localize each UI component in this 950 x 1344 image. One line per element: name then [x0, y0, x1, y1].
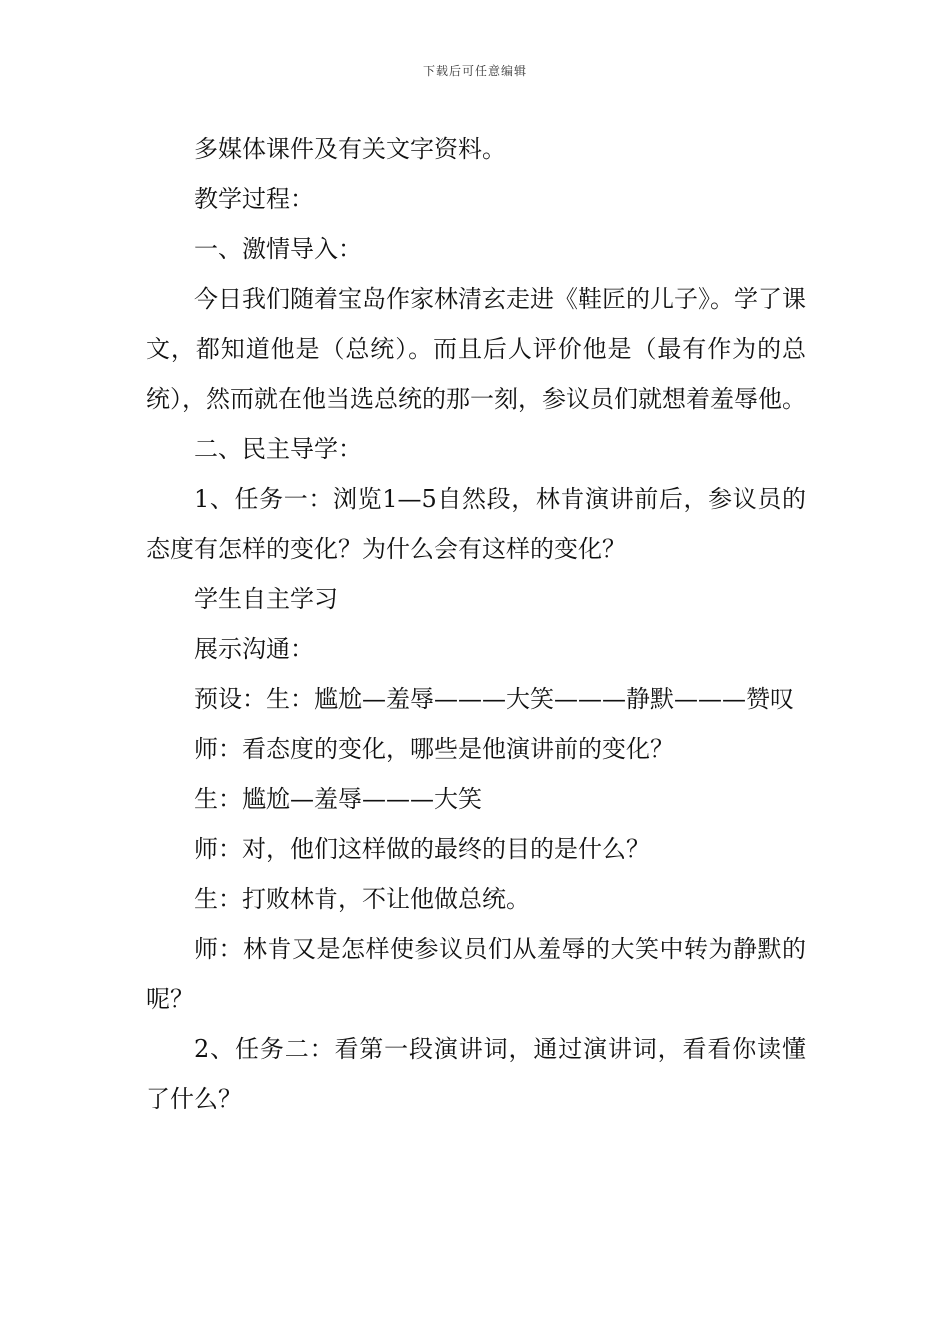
dialogue-teacher-1: 师：看态度的变化，哪些是他演讲前的变化？ [194, 735, 674, 763]
dialogue-student-1: 生：尴尬—羞辱———大笑 [194, 785, 482, 813]
paragraph-task-one: 1、任务一：浏览1—5自然段，林肯演讲前后，参议员的态度有怎样的变化？为什么会有这样的变化？ [146, 485, 806, 563]
paragraph-self-study: 学生自主学习 [194, 585, 338, 613]
dialogue-student-2: 生：打败林肯，不让他做总统。 [194, 885, 530, 913]
dialogue-teacher-2: 师：对，他们这样做的最终的目的是什么？ [194, 835, 650, 863]
page-header-note: 下载后可任意编辑 [422, 64, 527, 78]
paragraph-task-two: 2、任务二：看第一段演讲词，通过演讲词，看看你读懂了什么？ [146, 1035, 806, 1113]
dialogue-teacher-3: 师：林肯又是怎样使参议员们从羞辱的大笑中转为静默的呢？ [146, 935, 806, 1013]
paragraph-teaching-process: 教学过程： [194, 185, 314, 213]
section-heading-guided-learning: 二、民主导学： [194, 435, 362, 463]
document-body [146, 124, 806, 1124]
paragraph-presentation: 展示沟通： [194, 635, 314, 663]
section-heading-introduction: 一、激情导入： [194, 235, 362, 263]
paragraph-materials: 多媒体课件及有关文字资料。 [194, 135, 506, 163]
paragraph-preset: 预设：生：尴尬—羞辱———大笑———静默———赞叹 [194, 685, 794, 713]
paragraph-introduction: 今日我们随着宝岛作家林清玄走进《鞋匠的儿子》。学了课文，都知道他是（总统）。而且后人评价他是（最有作为的总统），然而就在他当选总统的那一刻，参议员们就想着羞辱他。 [146, 285, 806, 413]
